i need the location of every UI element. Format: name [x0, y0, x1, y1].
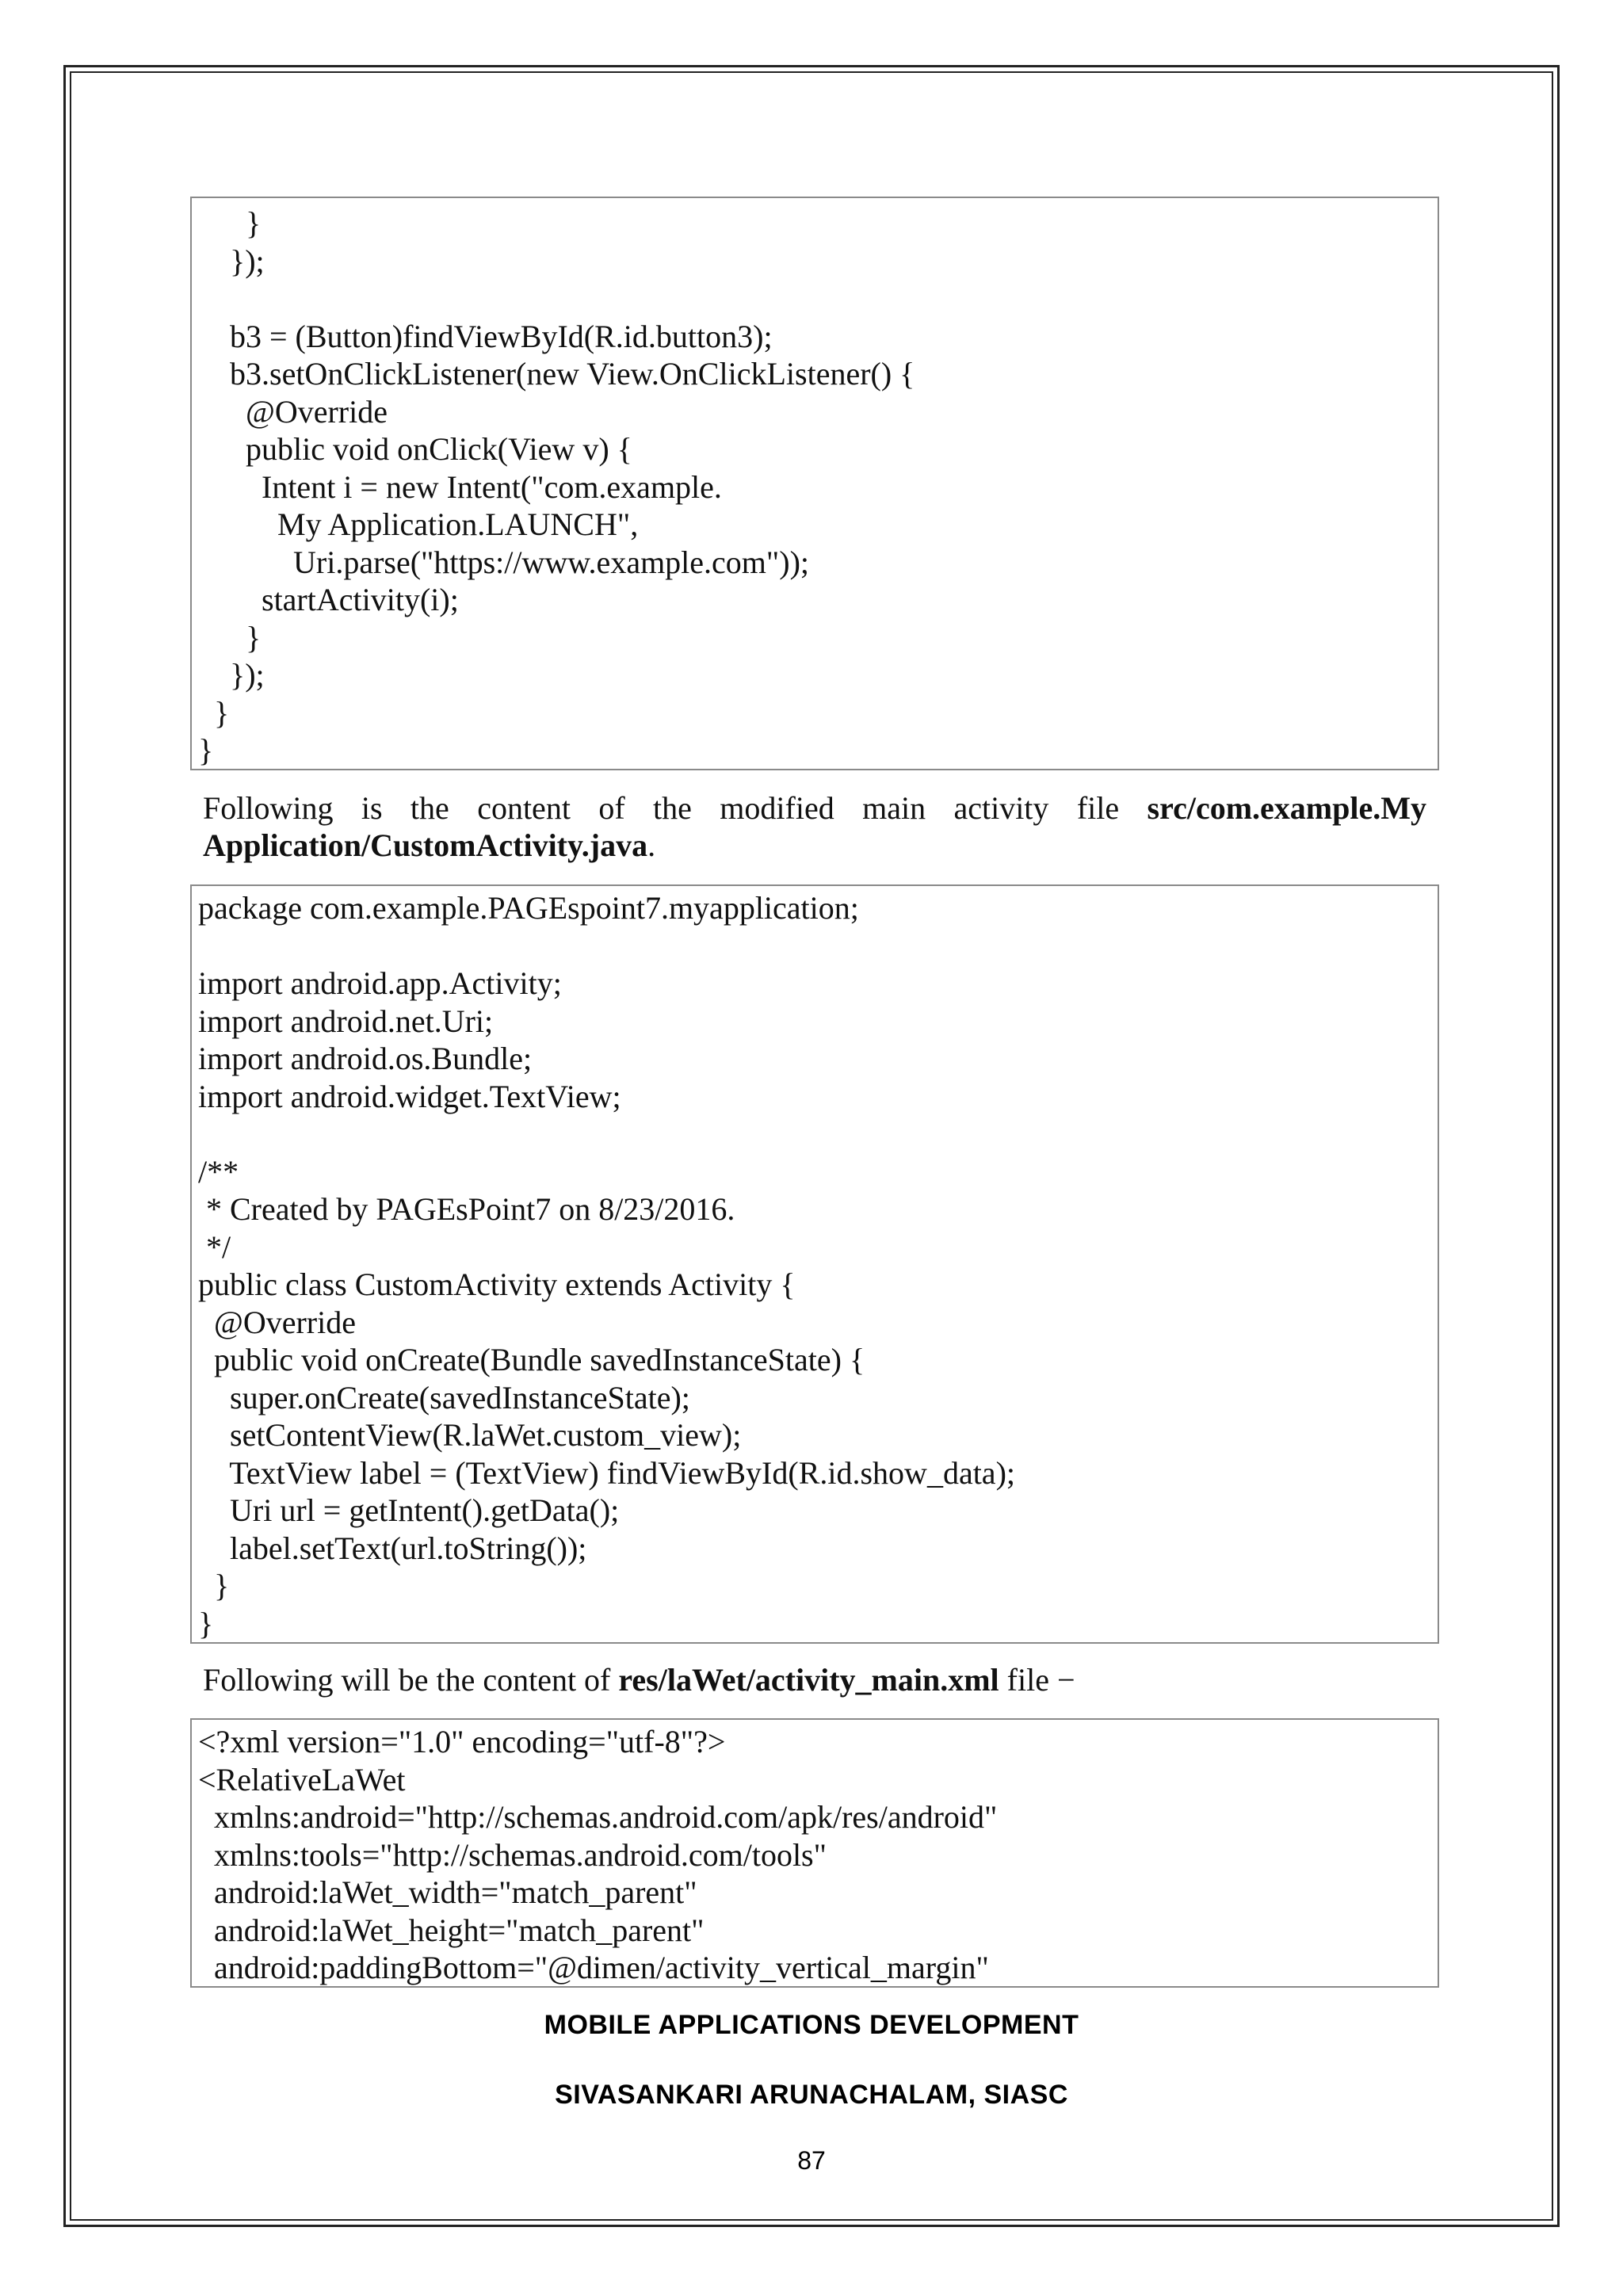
code-line: TextView label = (TextView) findViewById(R.id.show_data);	[198, 1454, 1015, 1491]
code-line: */	[198, 1228, 231, 1265]
code-line: Intent i = new Intent("com.example.	[198, 468, 722, 505]
paragraph-activity-main-intro: Following will be the content of res/laWet/activity_main.xml file −	[203, 1662, 1075, 1698]
paragraph-custom-activity-intro	[203, 789, 1426, 864]
paragraph-line-2: Application/CustomActivity.java.	[203, 827, 656, 863]
code-line: @Override	[198, 393, 388, 430]
code-line: }	[198, 619, 262, 655]
code-block-custom-activity	[190, 884, 1439, 1644]
code-line	[198, 1115, 1438, 1153]
code-line: public class CustomActivity extends Activity {	[198, 1266, 796, 1302]
code-line: * Created by PAGEsPoint7 on 8/23/2016.	[198, 1191, 735, 1227]
code-line: /**	[198, 1153, 239, 1190]
code-line: super.onCreate(savedInstanceState);	[198, 1379, 690, 1415]
code-line: });	[198, 657, 265, 693]
code-line: android:laWet_width="match_parent"	[198, 1874, 697, 1910]
code-line: android:paddingBottom="@dimen/activity_vertical_margin"	[198, 1950, 989, 1985]
code-line: }	[198, 1568, 230, 1603]
code-line: public void onClick(View v) {	[198, 431, 632, 467]
code-line: <RelativeLaWet	[198, 1761, 406, 1797]
code-line: setContentView(R.laWet.custom_view);	[198, 1417, 742, 1453]
code-line	[198, 927, 1438, 965]
code-line: android:laWet_height="match_parent"	[198, 1912, 705, 1948]
code-line: });	[198, 243, 265, 279]
code-line: import android.os.Bundle;	[198, 1041, 533, 1076]
code-line: Uri.parse("https://www.example.com"));	[198, 544, 809, 580]
code-line: label.setText(url.toString());	[198, 1530, 587, 1566]
code-block-activity-main-xml	[190, 1718, 1439, 1988]
code-line: import android.widget.TextView;	[198, 1078, 621, 1114]
code-line: }	[198, 205, 262, 241]
code-block-listener	[190, 197, 1439, 770]
code-line: }	[198, 1605, 214, 1641]
code-line	[198, 280, 1438, 318]
code-line: My Application.LAUNCH",	[198, 506, 639, 542]
code-line: xmlns:android="http://schemas.android.com/apk/res/android"	[198, 1799, 998, 1835]
paragraph-line-1: Following is the content of the modified main activity file src/com.example.My	[203, 790, 1426, 826]
code-line: Uri url = getIntent().getData();	[198, 1492, 620, 1528]
code-line: import android.net.Uri;	[198, 1003, 494, 1039]
code-line: public void onCreate(Bundle savedInstanceState) {	[198, 1342, 865, 1377]
code-line: package com.example.PAGEspoint7.myapplication;	[198, 890, 859, 926]
code-line: }	[198, 694, 230, 731]
footer-course-title: MOBILE APPLICATIONS DEVELOPMENT	[544, 2010, 1079, 2040]
footer-author: SIVASANKARI ARUNACHALAM, SIASC	[555, 2080, 1068, 2110]
code-line: xmlns:tools="http://schemas.android.com/tools"	[198, 1836, 827, 1873]
code-line: b3 = (Button)findViewById(R.id.button3);	[198, 318, 773, 354]
code-line: @Override	[198, 1304, 356, 1340]
page-number: 87	[797, 2146, 826, 2175]
code-line: b3.setOnClickListener(new View.OnClickListener() {	[198, 356, 915, 392]
code-line: import android.app.Activity;	[198, 965, 562, 1001]
code-line: }	[198, 732, 214, 768]
code-line: <?xml version="1.0" encoding="utf-8"?>	[198, 1724, 726, 1759]
code-line: startActivity(i);	[198, 582, 459, 617]
